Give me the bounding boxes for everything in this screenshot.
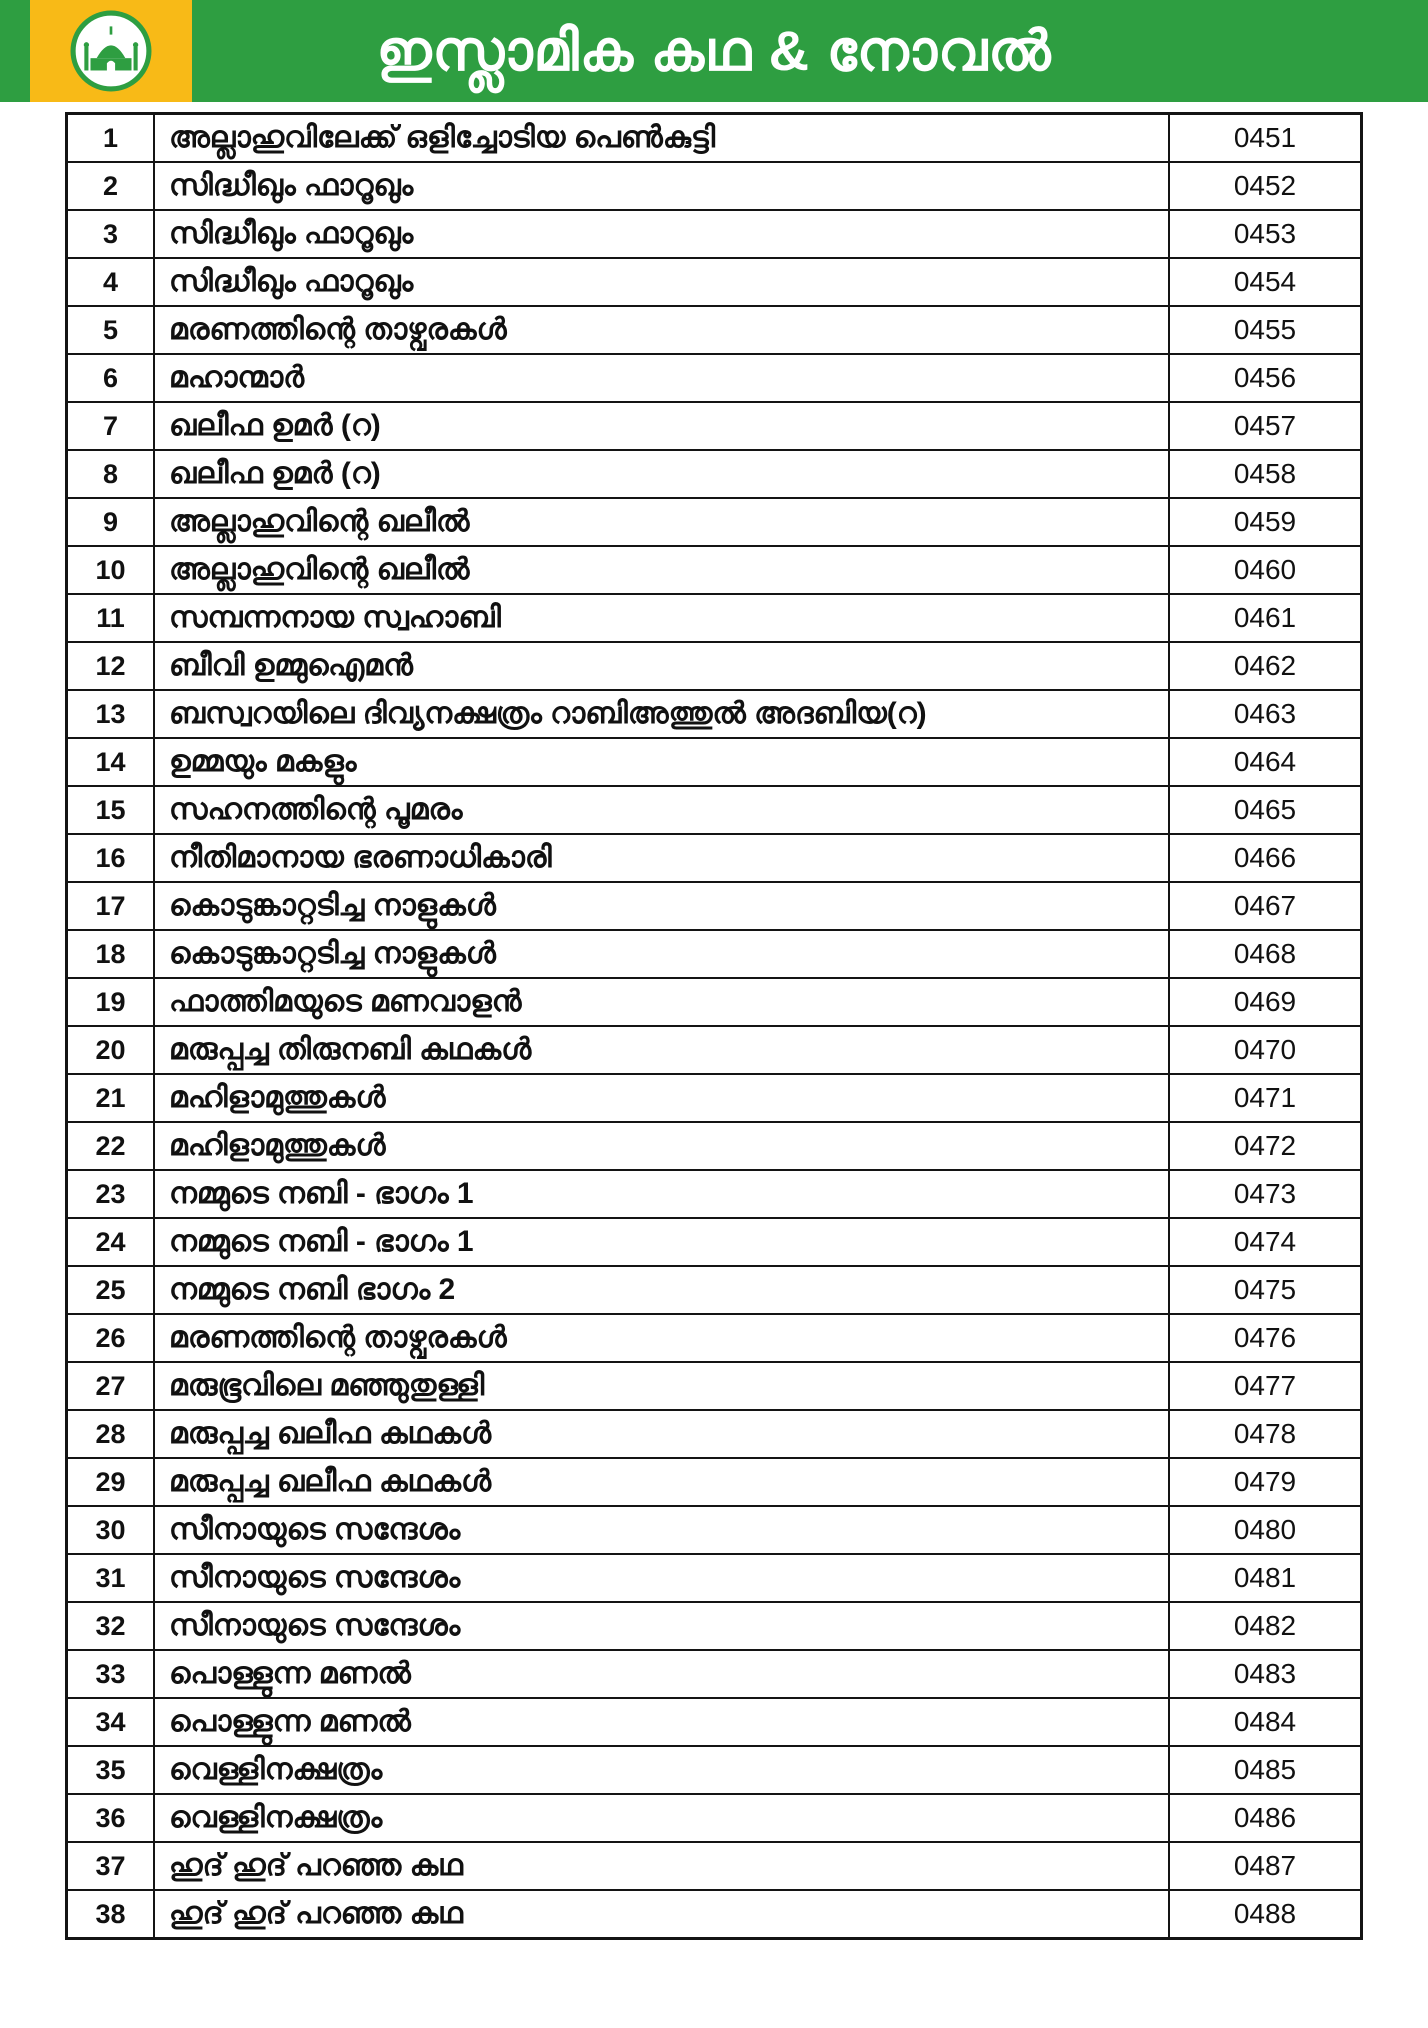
book-code-cell: 0477 (1169, 1362, 1362, 1410)
serial-number-cell: 4 (67, 258, 155, 306)
serial-number-cell: 36 (67, 1794, 155, 1842)
table-row (67, 1218, 1362, 1266)
table-row (67, 594, 1362, 642)
book-code-cell: 0461 (1169, 594, 1362, 642)
serial-number-cell: 31 (67, 1554, 155, 1602)
serial-number-cell: 15 (67, 786, 155, 834)
book-code-cell: 0464 (1169, 738, 1362, 786)
book-code-cell: 0454 (1169, 258, 1362, 306)
serial-number-cell: 25 (67, 1266, 155, 1314)
book-table-body (67, 114, 1362, 1939)
book-title-cell: കൊടുങ്കാറ്റടിച്ച നാളുകൾ (154, 930, 1169, 978)
table-row (67, 450, 1362, 498)
table-row (67, 1890, 1362, 1939)
book-code-cell: 0452 (1169, 162, 1362, 210)
serial-number-cell: 12 (67, 642, 155, 690)
book-code-cell: 0471 (1169, 1074, 1362, 1122)
serial-number-cell: 35 (67, 1746, 155, 1794)
book-title-cell: ഖലീഫ ഉമർ (റ) (154, 450, 1169, 498)
book-title-cell: വെള്ളിനക്ഷത്രം (154, 1746, 1169, 1794)
table-row (67, 1362, 1362, 1410)
book-code-cell: 0480 (1169, 1506, 1362, 1554)
book-code-cell: 0455 (1169, 306, 1362, 354)
book-code-cell: 0470 (1169, 1026, 1362, 1074)
book-code-cell: 0474 (1169, 1218, 1362, 1266)
book-title-cell: സിദ്ധീഖും ഫാറൂഖും (154, 210, 1169, 258)
book-title-cell: പൊള്ളുന്ന മണൽ (154, 1650, 1169, 1698)
book-title-cell: മരണത്തിന്റെ താഴ്വരകൾ (154, 1314, 1169, 1362)
serial-number-cell: 9 (67, 498, 155, 546)
serial-number-cell: 38 (67, 1890, 155, 1939)
page-title: ഇസ്ലാമിക കഥ & നോവൽ (376, 19, 1052, 82)
book-title-cell: പൊള്ളുന്ന മണൽ (154, 1698, 1169, 1746)
book-title-cell: ഹുദ് ഹുദ് പറഞ്ഞ കഥ (154, 1890, 1169, 1939)
table-row (67, 210, 1362, 258)
book-code-cell: 0459 (1169, 498, 1362, 546)
book-title-cell: ഫാത്തിമയുടെ മണവാളൻ (154, 978, 1169, 1026)
book-title-cell: നമ്മുടെ നബി - ഭാഗം 1 (154, 1218, 1169, 1266)
serial-number-cell: 19 (67, 978, 155, 1026)
book-title-cell: മരണത്തിന്റെ താഴ്വരകൾ (154, 306, 1169, 354)
book-code-cell: 0460 (1169, 546, 1362, 594)
table-row (67, 1458, 1362, 1506)
serial-number-cell: 6 (67, 354, 155, 402)
book-code-cell: 0486 (1169, 1794, 1362, 1842)
book-title-cell: സമ്പന്നനായ സ്വഹാബി (154, 594, 1169, 642)
book-code-cell: 0466 (1169, 834, 1362, 882)
book-code-cell: 0453 (1169, 210, 1362, 258)
book-code-cell: 0482 (1169, 1602, 1362, 1650)
serial-number-cell: 28 (67, 1410, 155, 1458)
book-title-cell: ബീവി ഉമ്മുഐമൻ (154, 642, 1169, 690)
serial-number-cell: 34 (67, 1698, 155, 1746)
book-title-cell: ബസ്വറയിലെ ദിവ്യനക്ഷത്രം റാബിഅത്തുൽ അദബിയ(റ) (154, 690, 1169, 738)
book-title-cell: നമ്മുടെ നബി ഭാഗം 2 (154, 1266, 1169, 1314)
serial-number-cell: 3 (67, 210, 155, 258)
serial-number-cell: 24 (67, 1218, 155, 1266)
serial-number-cell: 30 (67, 1506, 155, 1554)
serial-number-cell: 7 (67, 402, 155, 450)
book-title-cell: മരുപ്പച്ച ഖലീഫ കഥകൾ (154, 1410, 1169, 1458)
book-table (65, 112, 1363, 1940)
table-row (67, 1506, 1362, 1554)
book-code-cell: 0467 (1169, 882, 1362, 930)
book-title-cell: കൊടുങ്കാറ്റടിച്ച നാളുകൾ (154, 882, 1169, 930)
table-row (67, 1602, 1362, 1650)
book-code-cell: 0479 (1169, 1458, 1362, 1506)
table-row (67, 354, 1362, 402)
book-code-cell: 0484 (1169, 1698, 1362, 1746)
serial-number-cell: 32 (67, 1602, 155, 1650)
serial-number-cell: 18 (67, 930, 155, 978)
book-code-cell: 0476 (1169, 1314, 1362, 1362)
table-row (67, 1842, 1362, 1890)
table-row (67, 498, 1362, 546)
book-title-cell: സഹനത്തിന്റെ പൂമരം (154, 786, 1169, 834)
table-row (67, 1266, 1362, 1314)
table-row (67, 642, 1362, 690)
book-code-cell: 0458 (1169, 450, 1362, 498)
table-row (67, 1698, 1362, 1746)
serial-number-cell: 33 (67, 1650, 155, 1698)
header-banner (0, 0, 1428, 102)
book-title-cell: വെള്ളിനക്ഷത്രം (154, 1794, 1169, 1842)
serial-number-cell: 8 (67, 450, 155, 498)
table-row (67, 1410, 1362, 1458)
serial-number-cell: 16 (67, 834, 155, 882)
book-code-cell: 0463 (1169, 690, 1362, 738)
serial-number-cell: 29 (67, 1458, 155, 1506)
book-title-cell: അല്ലാഹുവിന്റെ ഖലീൽ (154, 546, 1169, 594)
book-code-cell: 0465 (1169, 786, 1362, 834)
table-row (67, 834, 1362, 882)
book-title-cell: ഖലീഫ ഉമർ (റ) (154, 402, 1169, 450)
book-code-cell: 0457 (1169, 402, 1362, 450)
book-title-cell: മരുഭൂവിലെ മഞ്ഞുതുള്ളി (154, 1362, 1169, 1410)
book-code-cell: 0473 (1169, 1170, 1362, 1218)
book-code-cell: 0478 (1169, 1410, 1362, 1458)
serial-number-cell: 23 (67, 1170, 155, 1218)
book-title-cell: മഹിളാമുത്തുകൾ (154, 1122, 1169, 1170)
book-title-cell: നീതിമാനായ ഭരണാധികാരി (154, 834, 1169, 882)
book-title-cell: നമ്മുടെ നബി - ഭാഗം 1 (154, 1170, 1169, 1218)
serial-number-cell: 14 (67, 738, 155, 786)
table-row (67, 546, 1362, 594)
logo-box (30, 0, 192, 102)
book-title-cell: സിദ്ധീഖും ഫാറൂഖും (154, 258, 1169, 306)
book-title-cell: സീനായുടെ സന്ദേശം (154, 1506, 1169, 1554)
table-row (67, 162, 1362, 210)
book-title-cell: ഉമ്മയും മകളും (154, 738, 1169, 786)
serial-number-cell: 17 (67, 882, 155, 930)
serial-number-cell: 27 (67, 1362, 155, 1410)
table-row (67, 1122, 1362, 1170)
table-row (67, 402, 1362, 450)
serial-number-cell: 5 (67, 306, 155, 354)
book-title-cell: മരുപ്പച്ച ഖലീഫ കഥകൾ (154, 1458, 1169, 1506)
table-row (67, 786, 1362, 834)
serial-number-cell: 13 (67, 690, 155, 738)
book-title-cell: സീനായുടെ സന്ദേശം (154, 1554, 1169, 1602)
table-row (67, 1746, 1362, 1794)
book-title-cell: ഹുദ് ഹുദ് പറഞ്ഞ കഥ (154, 1842, 1169, 1890)
book-code-cell: 0462 (1169, 642, 1362, 690)
serial-number-cell: 2 (67, 162, 155, 210)
book-title-cell: സിദ്ധീഖും ഫാറൂഖും (154, 162, 1169, 210)
table-row (67, 1650, 1362, 1698)
book-code-cell: 0481 (1169, 1554, 1362, 1602)
serial-number-cell: 10 (67, 546, 155, 594)
table-row (67, 1170, 1362, 1218)
table-row (67, 738, 1362, 786)
table-row (67, 1314, 1362, 1362)
book-title-cell: മരുപ്പച്ച തിരുനബി കഥകൾ (154, 1026, 1169, 1074)
book-code-cell: 0487 (1169, 1842, 1362, 1890)
table-row (67, 114, 1362, 163)
book-code-cell: 0469 (1169, 978, 1362, 1026)
book-title-cell: മഹിളാമുത്തുകൾ (154, 1074, 1169, 1122)
serial-number-cell: 37 (67, 1842, 155, 1890)
serial-number-cell: 22 (67, 1122, 155, 1170)
serial-number-cell: 26 (67, 1314, 155, 1362)
table-row (67, 258, 1362, 306)
table-row (67, 690, 1362, 738)
book-code-cell: 0451 (1169, 114, 1362, 163)
serial-number-cell: 21 (67, 1074, 155, 1122)
table-row (67, 1554, 1362, 1602)
book-code-cell: 0472 (1169, 1122, 1362, 1170)
table-row (67, 1794, 1362, 1842)
serial-number-cell: 1 (67, 114, 155, 163)
book-title-cell: മഹാന്മാർ (154, 354, 1169, 402)
table-row (67, 978, 1362, 1026)
book-code-cell: 0483 (1169, 1650, 1362, 1698)
book-code-cell: 0488 (1169, 1890, 1362, 1939)
book-title-cell: അല്ലാഹുവിലേക്ക് ഒളിച്ചോടിയ പെൺകുട്ടി (154, 114, 1169, 163)
book-code-cell: 0456 (1169, 354, 1362, 402)
table-row (67, 882, 1362, 930)
serial-number-cell: 20 (67, 1026, 155, 1074)
table-row (67, 930, 1362, 978)
table-row (67, 1074, 1362, 1122)
table-row (67, 306, 1362, 354)
book-title-cell: അല്ലാഹുവിന്റെ ഖലീൽ (154, 498, 1169, 546)
mosque-logo-icon (70, 10, 152, 92)
table-row (67, 1026, 1362, 1074)
book-code-cell: 0468 (1169, 930, 1362, 978)
book-title-cell: സീനായുടെ സന്ദേശം (154, 1602, 1169, 1650)
serial-number-cell: 11 (67, 594, 155, 642)
book-code-cell: 0475 (1169, 1266, 1362, 1314)
book-code-cell: 0485 (1169, 1746, 1362, 1794)
